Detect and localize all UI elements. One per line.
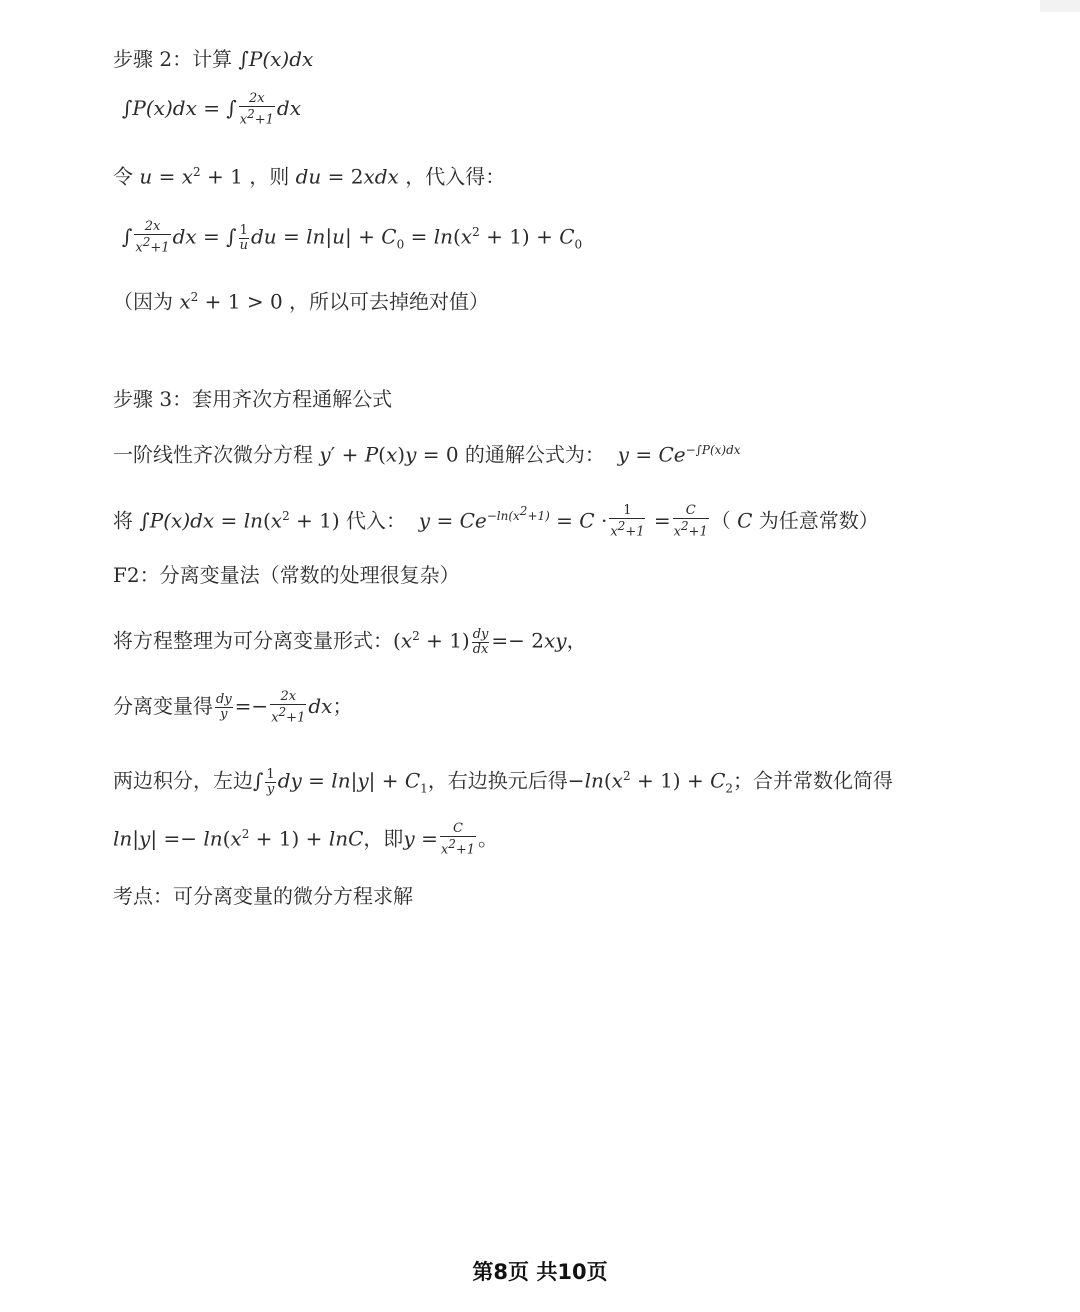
f2-line-2: 分离变量得 $\frac{dy}{y}$ =− $\frac{2x}{x^2+1}$ dx；: [113, 689, 353, 726]
step2-note: （因为 $x^2 + 1 > 0$ ，所以可去掉绝对值）: [113, 289, 490, 314]
step2-equation-1: ∫P(x)dx = ∫ $\frac{2x}{x^2+1}$ dx: [122, 91, 301, 128]
page-footer: 第8页 共10页: [472, 1260, 608, 1284]
f2-heading: F2：分离变量法（常数的处理很复杂）: [113, 563, 460, 587]
f2-line-4: $\ln|y| =- \ln(x^2 + 1) + \ln C$，即y = $\frac{C}{x^2+1}$ 。: [113, 821, 498, 858]
step2-equation-2: ∫ $\frac{2x}{x^2+1}$ dx = ∫ $\frac{1}{u}$ du = $\ln|u| + C_0 = \ln(x^2 + 1) + C_0$: [122, 219, 583, 256]
corner-mark: [1040, 0, 1080, 12]
step3-heading: 步骤 3：套用齐次方程通解公式: [113, 387, 393, 411]
step3-formula: 一阶线性齐次微分方程 y′ + P(x)y = 0 的通解公式为： $y = Ce^{-\int P(x)dx}$: [113, 442, 741, 467]
kaodian-line: 考点：可分离变量的微分方程求解: [113, 884, 413, 908]
f2-line-1: 将方程整理为可分离变量形式：$(x^2 + 1)$ $\frac{dy}{dx}$ =− 2xy，: [113, 626, 587, 657]
step2-heading: 步骤 2：计算 ∫P(x)dx: [113, 47, 314, 71]
f2-line-3: 两边积分，左边∫ $\frac{1}{y}$ dy = $\ln|y| + C_1$，右边换元后得$-\ln(x^2 + 1) + C_2$；合并常数化简得: [113, 766, 894, 797]
step3-substitution: 将 $\int P(x)dx = \ln(x^2 + 1)$ 代入： $y = Ce^{-ln(x^2+1)} = C$ · $\frac{1}{x^2+1}$ = $\frac{C}{x^2+1}$ （ C 为任意常数）: [113, 503, 879, 540]
step2-substitution: 令 $u = x^2 + 1$ ，则 du = 2xdx ，代入得：: [113, 164, 506, 189]
